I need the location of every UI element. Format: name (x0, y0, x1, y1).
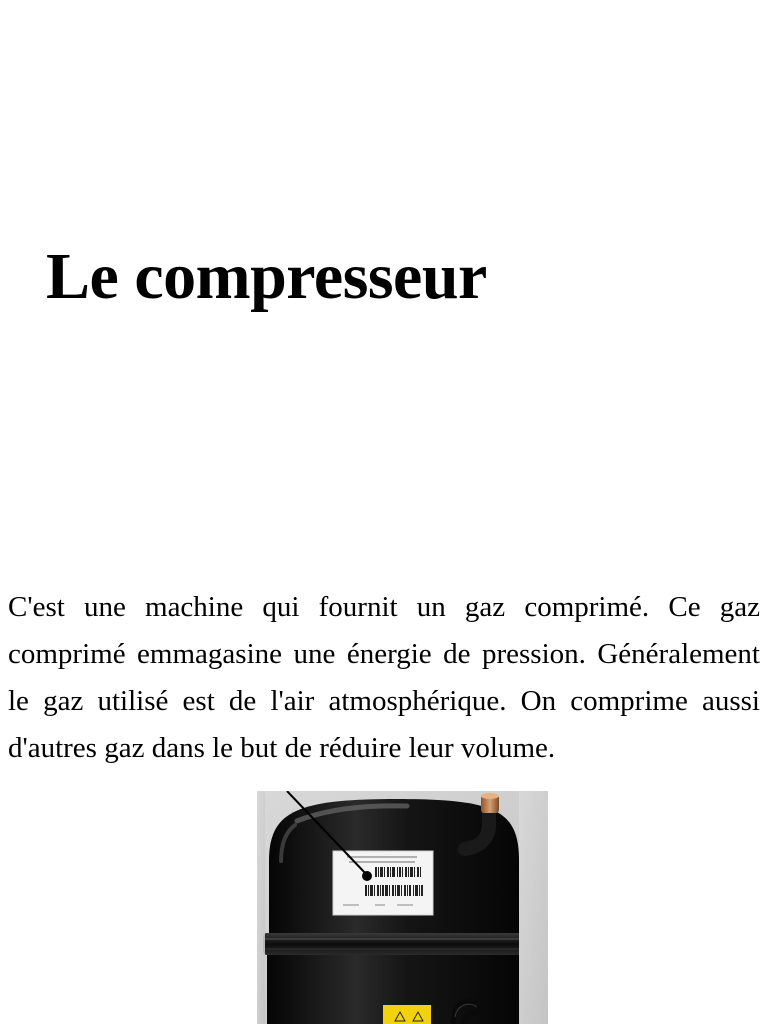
body-paragraph: C'est une machine qui fournit un gaz comprimé. Ce gaz comprimé emmagasine une énergie de pression. Généralement le gaz utilisé est de l'air atmosphérique. On comprime aussi d'autres gaz dans le but de réduire leur volume. (8, 591, 760, 764)
compressor-illustration (257, 791, 548, 1024)
pointer-dot (362, 871, 372, 881)
weld-band (263, 933, 525, 955)
warning-sticker (383, 1005, 431, 1024)
page-title: Le compresseur (46, 240, 487, 313)
compressor-photo (257, 791, 548, 1024)
